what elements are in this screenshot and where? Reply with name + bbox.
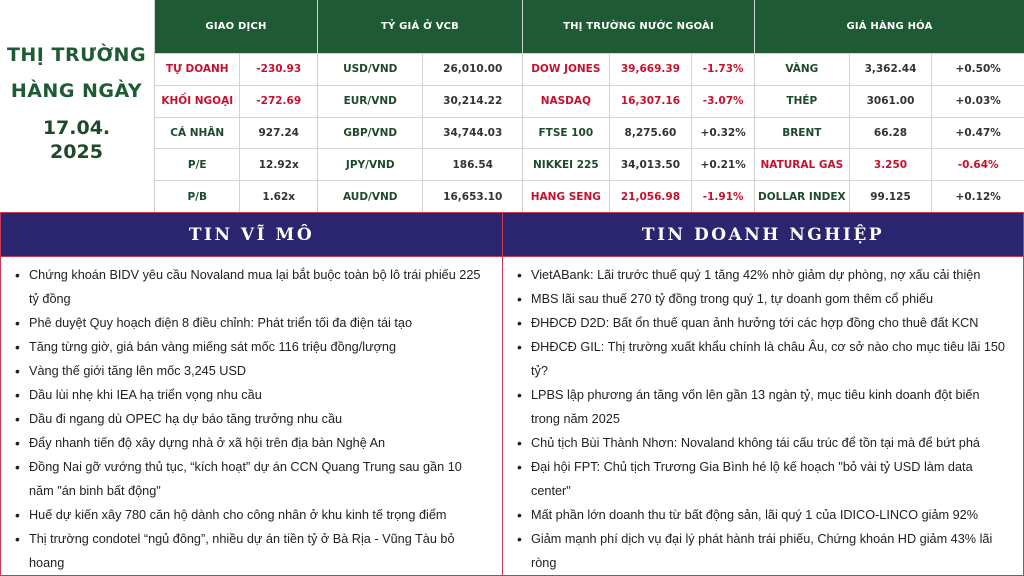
table-row: [155, 180, 317, 212]
trading-value: 12.92x: [258, 158, 299, 171]
news-item: • Vàng thế giới tăng lên mốc 3,245 USD: [15, 359, 490, 383]
commodity-change: +0.47%: [955, 126, 1001, 139]
news-item: • Chứng khoán BIDV yêu cầu Novaland mua lại bắt buộc toàn bộ lô trái phiếu 225 tỷ đồng: [15, 263, 490, 311]
macro-news-header: TIN VĨ MÔ: [1, 213, 502, 257]
title-line-1: THỊ TRƯỜNG: [6, 44, 147, 67]
trading-value: -272.69: [256, 95, 302, 108]
report-date: [43, 117, 110, 165]
commodity-change: +0.50%: [955, 63, 1001, 76]
table-row: [755, 85, 1024, 117]
title-line-2: HÀNG NGÀY: [10, 80, 143, 103]
news-item: • Phê duyệt Quy hoạch điện 8 điều chỉnh: Phát triển tối đa điện tái tạo: [15, 311, 490, 335]
report-title: [0, 0, 153, 210]
trading-value: 1.62x: [262, 190, 296, 203]
table-row: [155, 117, 317, 149]
table-row: [755, 180, 1024, 212]
trading-table: [154, 0, 317, 212]
news-item: • ĐHĐCĐ D2D: Bất ổn thuế quan ảnh hưởng tới các hợp đồng cho thuê đất KCN: [517, 311, 1011, 335]
news-item: • Thị trường condotel “ngủ đông”, nhiều dự án tiền tỷ ở Bà Rịa - Vũng Tàu bỏ hoang: [15, 527, 490, 575]
trading-label: TỰ DOANH: [155, 54, 240, 85]
macro-news-panel: [0, 212, 503, 576]
news-item: • Đại hội FPT: Chủ tịch Trương Gia Bình hé lộ kế hoạch "bỏ vài tỷ USD làm data center": [517, 455, 1011, 503]
news-item: • Mất phần lớn doanh thu từ bất động sản, lãi quý 1 của IDICO-LINCO giảm 92%: [517, 503, 1011, 527]
fx-rate: 26,010.00: [443, 63, 503, 76]
commodity-price: 66.28: [850, 118, 933, 149]
table-row: [523, 117, 754, 149]
index-value: 21,056.98: [610, 181, 693, 212]
fx-table: [317, 0, 522, 212]
commodity-name: VÀNG: [755, 54, 850, 85]
news-item: • VietABank: Lãi trước thuế quý 1 tăng 42% nhờ giảm dự phòng, nợ xấu cải thiện: [517, 263, 1011, 287]
commodity-price: 3.250: [850, 149, 933, 180]
commodity-name: THÉP: [755, 86, 850, 117]
trading-label: P/E: [155, 149, 240, 180]
trading-value: 927.24: [258, 126, 299, 139]
commodity-name: DOLLAR INDEX: [755, 181, 850, 212]
table-row: [318, 148, 522, 180]
corporate-news-panel: [503, 212, 1024, 576]
index-name: DOW JONES: [523, 54, 610, 85]
news-item: • ĐHĐCĐ GIL: Thị trường xuất khẩu chính là châu Âu, cơ sở nào cho mục tiêu lãi 150 tỷ?: [517, 335, 1011, 383]
news-item: • Đồng Nai gỡ vướng thủ tục, “kích hoạt” dự án CCN Quang Trung sau gần 10 năm "án binh bất động": [15, 455, 490, 503]
index-change: +0.32%: [700, 126, 746, 139]
fx-rate: 186.54: [452, 158, 493, 171]
corporate-news-header: TIN DOANH NGHIỆP: [503, 213, 1023, 257]
trading-header: GIAO DỊCH: [155, 0, 317, 53]
index-name: NASDAQ: [523, 86, 610, 117]
table-row: [523, 85, 754, 117]
trading-label: KHỐI NGOẠI: [155, 86, 240, 117]
news-item: • Huế dự kiến xây 780 căn hộ dành cho công nhân ở khu kinh tế trọng điểm: [15, 503, 490, 527]
index-change: -3.07%: [702, 95, 744, 108]
news-item: • Tăng từng giờ, giá bán vàng miếng sát mốc 116 triệu đồng/lượng: [15, 335, 490, 359]
index-name: NIKKEI 225: [523, 149, 610, 180]
table-row: [318, 53, 522, 85]
commodity-name: BRENT: [755, 118, 850, 149]
report-date-line-1: 17.04.: [42, 117, 111, 140]
news-item: • Dầu đi ngang dù OPEC hạ dự báo tăng trưởng nhu cầu: [15, 407, 490, 431]
fx-rate: 30,214.22: [443, 95, 503, 108]
news-item: • LPBS lập phương án tăng vốn lên gần 13 ngàn tỷ, mục tiêu kinh doanh đột biến trong năm 2025: [517, 383, 1011, 431]
table-row: [755, 53, 1024, 85]
index-value: 34,013.50: [610, 149, 693, 180]
index-name: FTSE 100: [523, 118, 610, 149]
table-row: [155, 53, 317, 85]
table-row: [318, 180, 522, 212]
commodities-table: [754, 0, 1024, 212]
fx-pair: EUR/VND: [318, 86, 423, 117]
fx-pair: JPY/VND: [318, 149, 423, 180]
table-row: [523, 148, 754, 180]
table-row: [318, 117, 522, 149]
news-item: • Dầu lùi nhẹ khi IEA hạ triển vọng nhu cầu: [15, 383, 490, 407]
index-change: -1.91%: [702, 190, 744, 203]
commodity-name: NATURAL GAS: [755, 149, 850, 180]
index-name: HANG SENG: [523, 181, 610, 212]
table-row: [523, 53, 754, 85]
table-row: [155, 85, 317, 117]
macro-news-list: [1, 257, 502, 575]
corporate-news-list: [503, 257, 1023, 575]
report-date-line-2: 2025: [50, 140, 103, 163]
news-item: • Đẩy nhanh tiến độ xây dựng nhà ở xã hội trên địa bàn Nghệ An: [15, 431, 490, 455]
fx-pair: USD/VND: [318, 54, 423, 85]
commodity-price: 3061.00: [850, 86, 933, 117]
fx-rate: 34,744.03: [443, 126, 503, 139]
trading-label: CÁ NHÂN: [155, 118, 240, 149]
news-item: • Giảm mạnh phí dịch vụ đại lý phát hành trái phiếu, Chứng khoán HD giảm 43% lãi ròng: [517, 527, 1011, 575]
commodities-header: GIÁ HÀNG HÓA: [755, 0, 1024, 53]
foreign-markets-header: THỊ TRƯỜNG NƯỚC NGOÀI: [523, 0, 754, 53]
commodity-price: 3,362.44: [850, 54, 933, 85]
table-row: [155, 148, 317, 180]
table-row: [755, 117, 1024, 149]
fx-pair: AUD/VND: [318, 181, 423, 212]
table-row: [755, 148, 1024, 180]
table-row: [523, 180, 754, 212]
index-value: 8,275.60: [610, 118, 693, 149]
news-item: • Chủ tịch Bùi Thành Nhơn: Novaland không tái cấu trúc để tồn tại mà để bứt phá: [517, 431, 1011, 455]
trading-label: P/B: [155, 181, 240, 212]
index-change: -1.73%: [702, 63, 744, 76]
index-value: 16,307.16: [610, 86, 693, 117]
index-value: 39,669.39: [610, 54, 693, 85]
foreign-markets-table: [522, 0, 754, 212]
fx-header: TỶ GIÁ Ở VCB: [318, 0, 522, 53]
fx-rate: 16,653.10: [443, 190, 503, 203]
trading-value: -230.93: [256, 63, 302, 76]
index-change: +0.21%: [700, 158, 746, 171]
news-item: • MBS lãi sau thuế 270 tỷ đồng trong quý 1, tự doanh gom thêm cổ phiếu: [517, 287, 1011, 311]
commodity-price: 99.125: [850, 181, 933, 212]
fx-pair: GBP/VND: [318, 118, 423, 149]
commodity-change: -0.64%: [957, 158, 999, 171]
table-row: [318, 85, 522, 117]
commodity-change: +0.12%: [955, 190, 1001, 203]
commodity-change: +0.03%: [955, 95, 1001, 108]
